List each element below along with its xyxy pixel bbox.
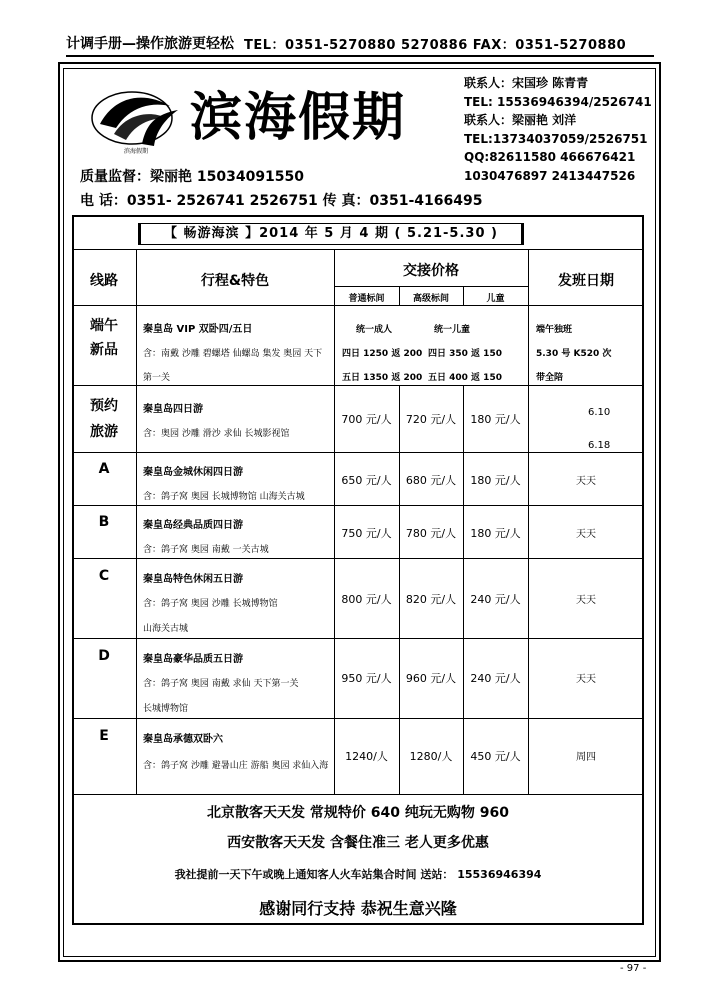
contact-line: 联系人：宋国珍 陈青青 (464, 76, 589, 90)
grid-line (136, 249, 137, 794)
vip-price: 统一成人 统一儿童 四日 1250 返 200 四日 350 返 150 五日 1350 返 200 五日 400 返 150 (342, 325, 502, 383)
price-standard: 950 元/人 (341, 672, 392, 685)
itinerary-title: 秦皇岛 VIP 双卧四/五日 (143, 324, 253, 335)
price-child: 240 元/人 (470, 672, 521, 685)
departure-dates: 天天 (576, 476, 596, 487)
itinerary-desc: 山海关古城 (143, 624, 189, 634)
itinerary-desc: 含：鸽子窝 奥园 南戴 一关古城 (143, 545, 269, 555)
footer-thanks: 感谢同行支持 恭祝生意兴隆 (259, 899, 457, 918)
price-premium: 1280/人 (409, 750, 453, 763)
grid-line (72, 249, 644, 250)
itinerary-cell (143, 398, 289, 446)
price-premium: 720 元/人 (405, 413, 457, 426)
header-itinerary: 行程&特色 (200, 273, 270, 289)
price-premium: 780 元/人 (405, 527, 457, 540)
departure-dates: 天天 (576, 529, 596, 540)
grid-line (463, 385, 464, 794)
price-child: 180 元/人 (470, 527, 521, 540)
grid-line (528, 249, 529, 794)
price-standard: 700 元/人 (341, 413, 392, 426)
itinerary-cell (143, 318, 322, 390)
departure-dates: 天天 (576, 674, 596, 685)
grid-line (399, 385, 400, 794)
route-label: A (98, 461, 110, 477)
itinerary-cell (143, 514, 269, 562)
departure-dates: 6.10 6.18 (588, 407, 611, 451)
itinerary-desc: 含：奥园 沙雕 滑沙 求仙 长城影视馆 (143, 429, 290, 439)
quality-supervisor: 质量监督：梁丽艳 15034091550 (80, 169, 305, 185)
itinerary-cell (143, 567, 278, 642)
price-child: 180 元/人 (470, 474, 521, 487)
price-standard: 750 元/人 (341, 527, 392, 540)
route-label: B (98, 514, 110, 530)
contact-line: QQ:82611580 466676421 (464, 150, 636, 165)
itinerary-desc: 含：鸽子窝 沙雕 避暑山庄 游船 奥园 求仙入海 (143, 761, 329, 771)
header-title: 计调手册—操作旅游更轻松 (66, 36, 234, 52)
grid-line (72, 305, 644, 306)
grid-line (72, 794, 644, 795)
price-child: 180 元/人 (470, 413, 521, 426)
departure-dates: 周四 (576, 752, 596, 763)
itinerary-title: 秦皇岛四日游 (143, 404, 203, 415)
header-standard-room: 普通标间 (348, 294, 385, 304)
header-route: 线路 (90, 273, 118, 289)
page-header (66, 33, 654, 57)
itinerary-cell (143, 647, 298, 722)
footer-beijing: 北京散客天天发 常规特价 640 纯玩无购物 960 (207, 805, 509, 821)
price-premium: 960 元/人 (405, 672, 457, 685)
vip-dates: 端午独班 5.30 号 K520 次 带全陪 (536, 325, 612, 383)
phone-fax: 电 话：0351- 2526741 2526751 传 真：0351-4166495 (80, 193, 483, 209)
itinerary-title: 秦皇岛承德双卧六 (143, 734, 223, 745)
grid-line (334, 249, 335, 794)
footer-xian: 西安散客天天发 含餐住准三 老人更多优惠 (227, 835, 489, 851)
price-standard: 800 元/人 (341, 593, 392, 606)
contact-line: TEL:13734037059/2526751 (464, 131, 648, 146)
route-label: 预约 旅游 (90, 398, 118, 440)
price-premium: 680 元/人 (405, 474, 457, 487)
footer-notice: 我社提前一天下午或晚上通知客人火车站集合时间 送站： 15536946394 (174, 868, 542, 881)
itinerary-desc: 长城博物馆 (143, 704, 189, 714)
contact-list (464, 74, 652, 186)
brand-logo (86, 84, 186, 156)
itinerary-title: 秦皇岛金城休闲四日游 (143, 467, 243, 478)
price-standard: 650 元/人 (341, 474, 392, 487)
price-child: 240 元/人 (470, 593, 521, 606)
route-label: C (98, 568, 110, 584)
departure-dates: 天天 (576, 595, 596, 606)
itinerary-title: 秦皇岛豪华品质五日游 (143, 654, 243, 665)
header-child: 儿童 (486, 294, 505, 304)
itinerary-desc: 含：鸽子窝 奥园 南戴 求仙 天下第一关 (143, 679, 299, 689)
header-contact: TEL：0351-5270880 5270886 FAX：0351-5270880 (244, 38, 627, 53)
price-premium: 820 元/人 (405, 593, 457, 606)
contact-line: 1030476897 2413447526 (464, 168, 636, 183)
itinerary-title: 秦皇岛特色休闲五日游 (143, 574, 243, 585)
itinerary-cell (143, 727, 328, 779)
itinerary-desc: 含：鸽子窝 奥园 沙雕 长城博物馆 (143, 599, 278, 609)
route-label: E (99, 728, 109, 744)
itinerary-title: 秦皇岛经典品质四日游 (143, 520, 243, 531)
itinerary-desc: 含：南戴 沙雕 碧螺塔 仙螺岛 集发 奥园 天下 (143, 349, 323, 359)
issue-banner: 【 畅游海滨 】2014 年 5 月 4 期 ( 5.21-5.30 ) (138, 223, 524, 245)
route-label: 端午 新品 (90, 318, 118, 358)
grid-line (334, 286, 528, 287)
logo-text: 滨海假期 (123, 148, 149, 155)
brand-name: 滨海假期 (190, 87, 407, 148)
header-price: 交接价格 (403, 263, 459, 279)
contact-line: TEL: 15536946394/2526741 (464, 94, 652, 109)
header-date: 发班日期 (558, 273, 614, 289)
header-premium-room: 高级标间 (412, 294, 449, 304)
itinerary-cell (143, 461, 305, 509)
contact-line: 联系人：梁丽艳 刘洋 (464, 113, 577, 128)
itinerary-desc: 第一关 (143, 373, 171, 383)
price-child: 450 元/人 (470, 750, 521, 763)
itinerary-desc: 含：鸽子窝 奥园 长城博物馆 山海关古城 (143, 492, 305, 502)
route-label: D (98, 648, 110, 664)
price-standard: 1240/人 (345, 750, 388, 763)
page-number: - 97 - (620, 963, 647, 974)
